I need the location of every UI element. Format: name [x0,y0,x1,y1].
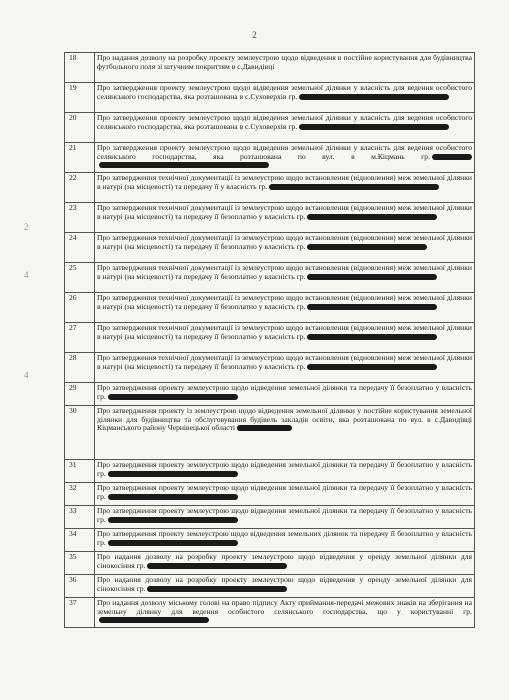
margin-mark: 4 [24,370,29,380]
item-text: Про затвердження проекту землеустрою щодо відведення земельних ділянок та передачу її безоплатно у власність гр. [97,529,472,547]
item-text: Про затвердження проекту землеустрою щодо відведення земельної ділянки та передачу її безоплатно у власність гр. [97,460,472,478]
item-number: 31 [65,460,95,483]
item-text: Про надання дозволу на розробку проекту землеустрою щодо відведення у оренду земельної ділянки для сінокосіння гр. [97,552,472,570]
item-text: Про надання дозволу міському голові на право підпису Акту приймання-передачі межових знаків на зберігання на земельну ділянку для ведення особистого селянського господарства, що у користуванні гр. [97,598,472,616]
item-text-cell [95,143,475,173]
item-number: 21 [65,143,95,173]
table-row [65,173,475,203]
item-number: 25 [65,263,95,293]
item-text-cell [95,460,475,483]
item-text: Про затвердження проекту землеустрою щодо відведення земельної ділянки у власність для ведення особистого селянського господарства, яка розташована в с.Суховерхів гр. [97,83,472,101]
item-text-cell [95,113,475,143]
table-row [65,529,475,552]
table-row [65,575,475,598]
item-number: 35 [65,552,95,575]
table-row [65,203,475,233]
item-text-cell [95,598,475,628]
item-text-cell [95,529,475,552]
item-text-cell [95,483,475,506]
redaction-mark [99,617,209,623]
redaction-mark [99,162,269,168]
item-text-cell [95,383,475,406]
redaction-mark [147,586,287,592]
item-number: 27 [65,323,95,353]
redaction-mark [307,244,427,250]
table-row [65,552,475,575]
item-number: 22 [65,173,95,203]
redaction-mark [307,274,437,280]
redaction-mark [108,517,238,523]
table-row [65,293,475,323]
item-number: 32 [65,483,95,506]
margin-mark: 4 [24,270,29,280]
item-text-cell [95,263,475,293]
item-text-cell [95,406,475,460]
item-number: 33 [65,506,95,529]
table-row [65,460,475,483]
table-row [65,323,475,353]
table-row [65,483,475,506]
redaction-mark [299,124,449,130]
redaction-mark [108,471,238,477]
item-text: Про надання дозволу на розробку проекту землеустрою щодо відведення в постійне користування для будівництва футбольного поля зі штучним покриттям в с.Давидівці [97,53,472,71]
redaction-mark [307,334,437,340]
redaction-mark [307,214,437,220]
table-row [65,383,475,406]
table-row [65,353,475,383]
item-text: Про затвердження технічної документації із землеустрою щодо встановлення (відновлення) меж земельної ділянки в натурі (на місцевості) та передачу її у власність гр. [97,173,472,191]
item-text: Про затвердження проекту із землеустрою щодо відведення земельної ділянки у постійне користування земельної ділянки для будівництва та обслуговування будівель закладів освіти, яка розташована по вул. в с.Давидівці Кіцманського району Чернівецької області [97,406,472,433]
table-row [65,53,475,83]
table-row [65,506,475,529]
redaction-mark [108,540,238,546]
item-text: Про затвердження технічної документації із землеустрою щодо встановлення (відновлення) меж земельної ділянки в натурі (на місцевості) та передачу її безоплатно у власність гр. [97,263,472,281]
item-text-cell [95,506,475,529]
item-text: Про затвердження технічної документації із землеустрою щодо встановлення (відновлення) меж земельної ділянки в натурі (на місцевості) та передачу її безоплатно у власність гр. [97,233,472,251]
item-text: Про затвердження технічної документації із землеустрою щодо встановлення (відновлення) меж земельної ділянки в натурі (на місцевості) та передачу її безоплатно у власність гр. [97,353,472,371]
table-row [65,406,475,460]
item-text: Про затвердження проекту землеустрою щодо відведення земельної ділянки та передачу її безоплатно у власність гр. [97,506,472,524]
item-number: 20 [65,113,95,143]
item-text: Про затвердження проекту землеустрою щодо відведення земельної ділянки у власність для ведення особистого селянського господарства, яка розташована в с.Суховерхів гр. [97,113,472,131]
item-text-cell [95,233,475,263]
redaction-mark [108,494,238,500]
redaction-mark [299,94,449,100]
item-number: 26 [65,293,95,323]
item-number: 18 [65,53,95,83]
redaction-mark [432,154,472,160]
item-number: 24 [65,233,95,263]
item-text-cell [95,575,475,598]
item-text: Про затвердження технічної документації із землеустрою щодо встановлення (відновлення) меж земельної ділянки в натурі (на місцевості) та передачу її безоплатно у власність гр. [97,203,472,221]
table-row [65,598,475,628]
table-row [65,263,475,293]
item-text: Про затвердження проекту землеустрою щодо відведення земельної ділянки та передачу її безоплатно у власність гр. [97,383,472,401]
redaction-mark [108,394,238,400]
item-number: 23 [65,203,95,233]
item-text-cell [95,293,475,323]
redaction-mark [269,184,439,190]
item-number: 19 [65,83,95,113]
page-number: 2 [252,30,257,40]
item-text: Про надання дозволу на розробку проекту землеустрою щодо відведення у оренду земельної ділянки для сінокосіння гр. [97,575,472,593]
redaction-mark [237,425,292,431]
item-number: 34 [65,529,95,552]
item-text-cell [95,353,475,383]
item-text-cell [95,203,475,233]
item-text-cell [95,83,475,113]
redaction-mark [307,364,437,370]
item-number: 30 [65,406,95,460]
table-row [65,83,475,113]
item-number: 28 [65,353,95,383]
redaction-mark [307,304,437,310]
agenda-table [64,52,475,628]
item-text: Про затвердження технічної документації із землеустрою щодо встановлення (відновлення) меж земельної ділянки в натурі (на місцевості) та передачу її безоплатно у власність гр. [97,323,472,341]
item-number: 37 [65,598,95,628]
item-text: Про затвердження проекту землеустрою щодо відведення земельної ділянки та передачу її безоплатно у власність гр. [97,483,472,501]
item-number: 36 [65,575,95,598]
item-text: Про затвердження технічної документації із землеустрою щодо встановлення (відновлення) меж земельної ділянки в натурі (на місцевості) та передачу її безоплатно у власність гр. [97,293,472,311]
item-text-cell [95,173,475,203]
margin-mark: 2 [24,222,29,232]
redaction-mark [147,563,287,569]
item-text-cell [95,323,475,353]
table-row [65,113,475,143]
table-row [65,143,475,173]
table-row [65,233,475,263]
item-text: Про затвердження проекту землеустрою щодо відведення земельної ділянки у власність для ведення особистого селянського господарства, яка розташована по вул. в м.Кіцмань гр. [97,143,472,161]
item-number: 29 [65,383,95,406]
item-text-cell [95,552,475,575]
item-text-cell [95,53,475,83]
